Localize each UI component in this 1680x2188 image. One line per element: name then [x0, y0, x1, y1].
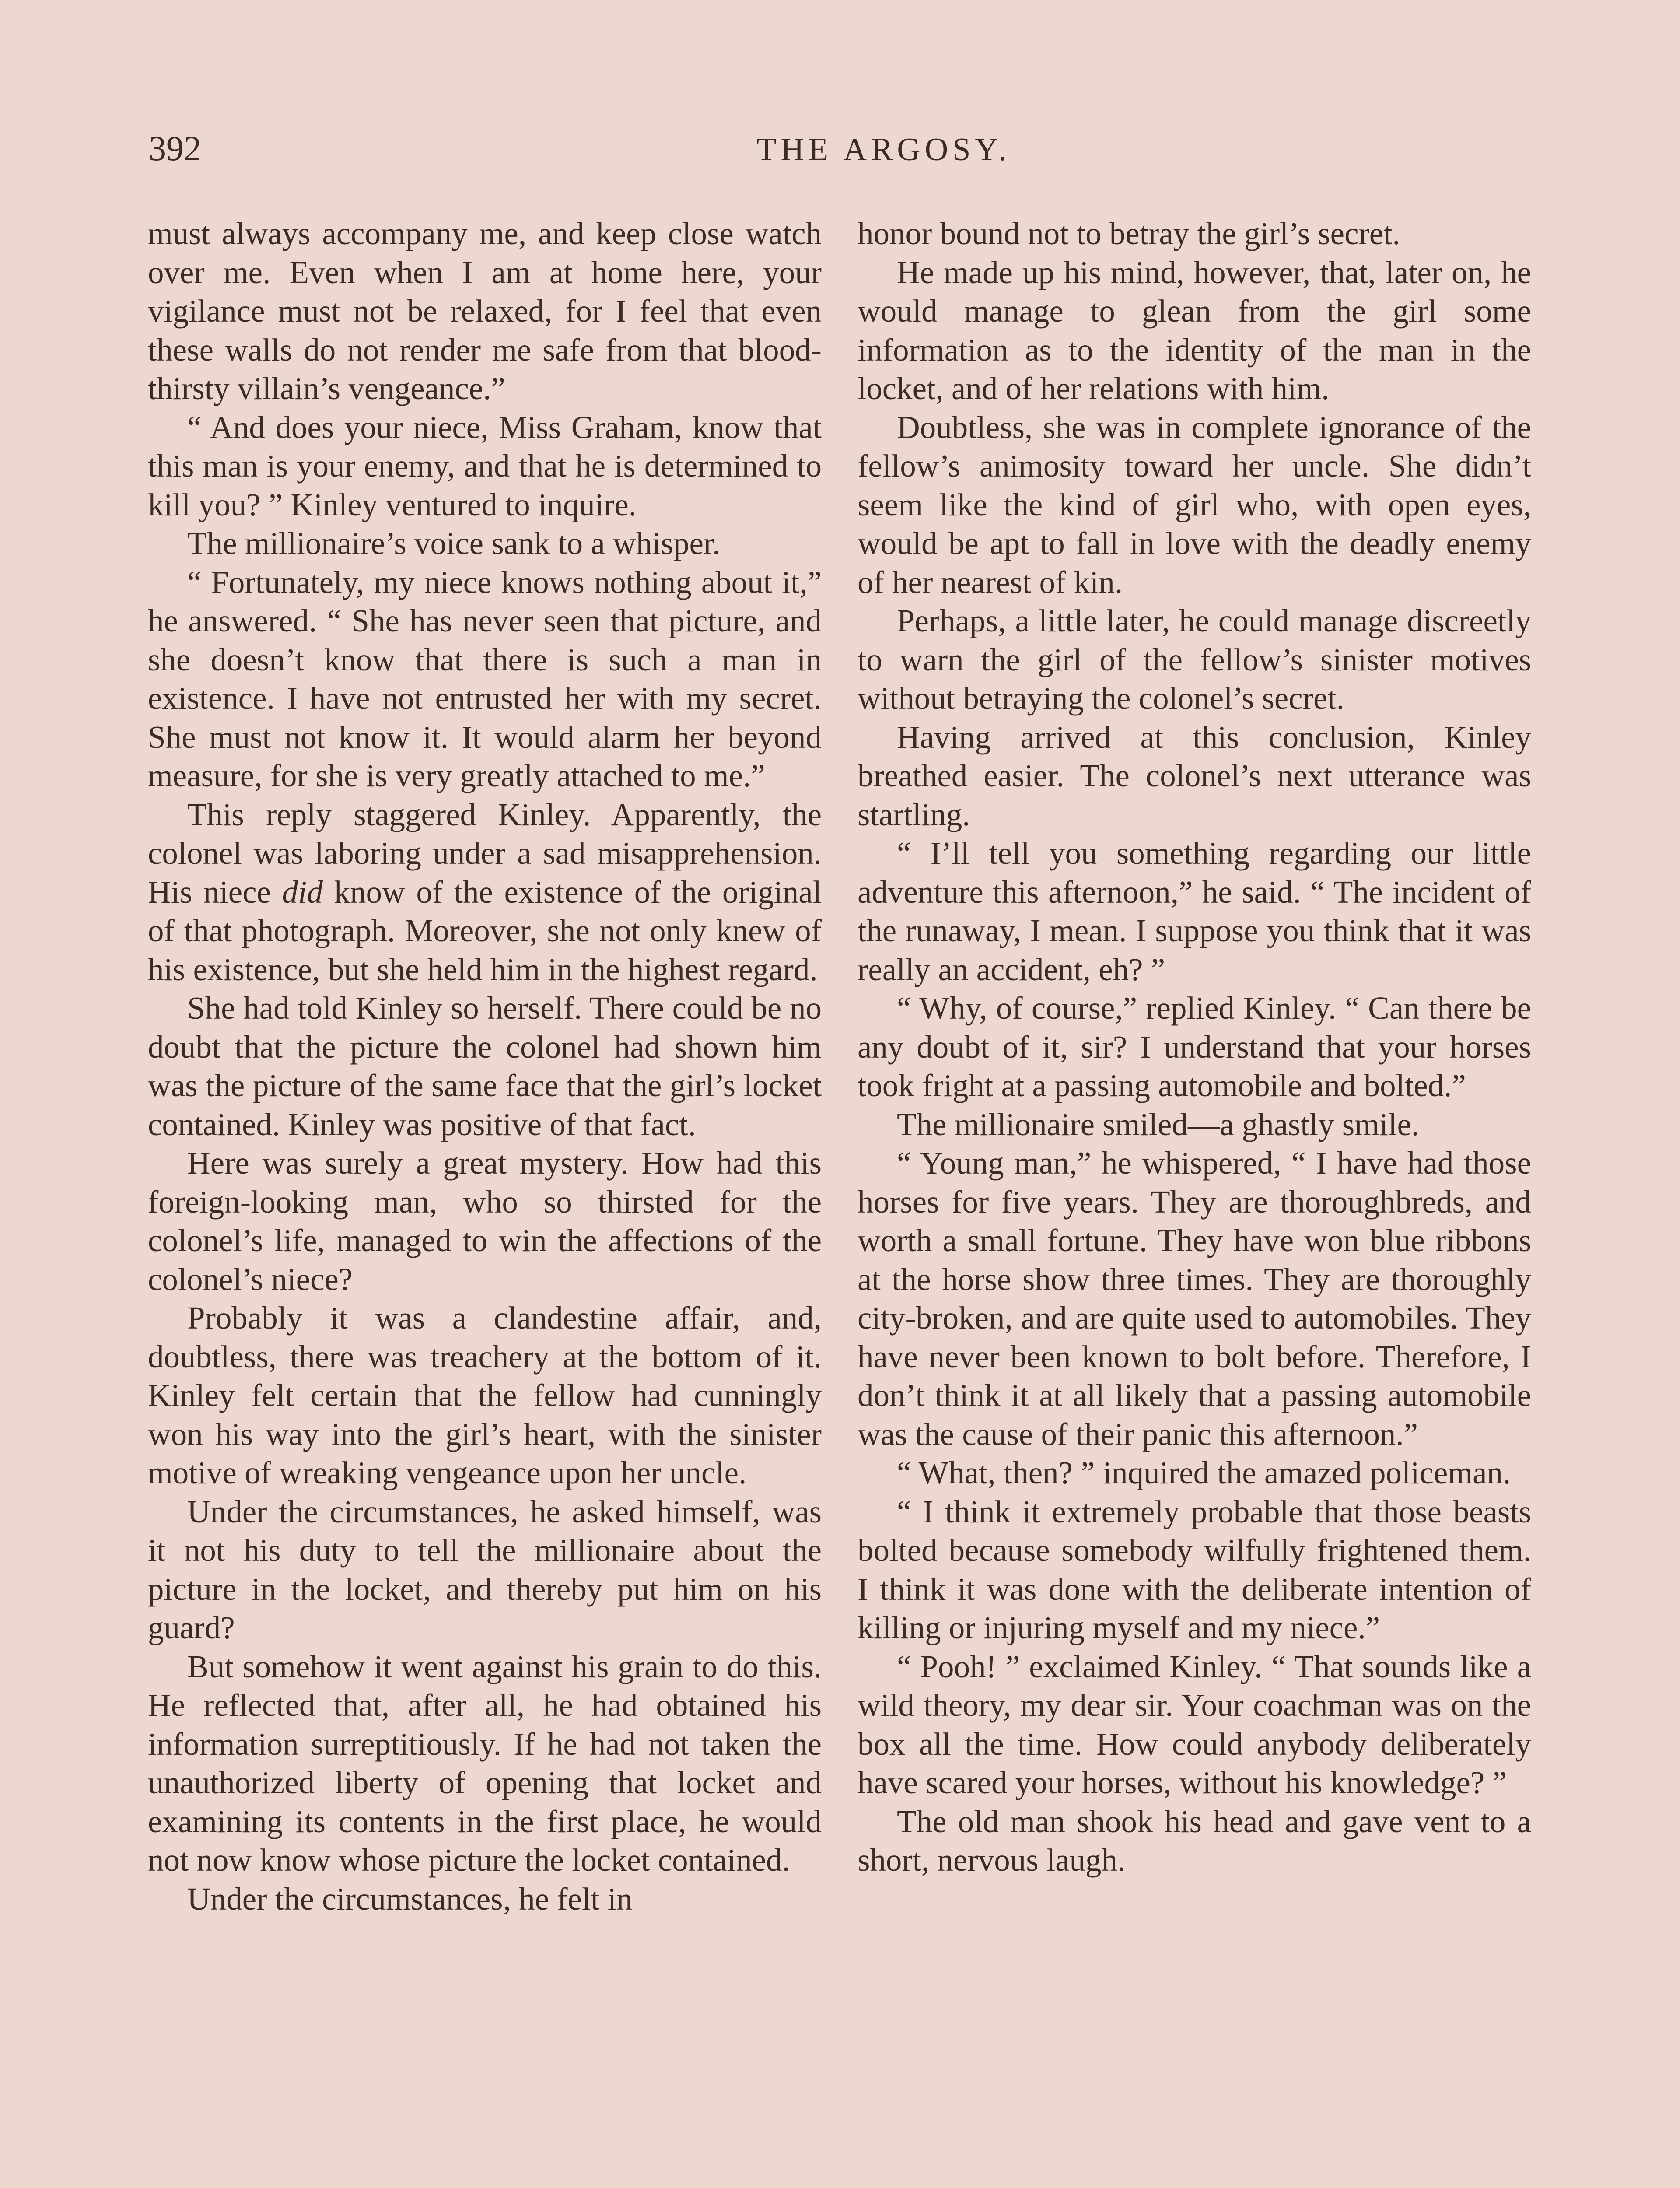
- paragraph: must always accompany me, and keep close watch over me. Even when I am at home here, your vigilance must not be relaxed, for I feel that even these walls do not render me safe from that blood-thirsty villain’s vengeance.”: [148, 216, 822, 406]
- paragraph: She had told Kinley so herself. There could be no doubt that the picture the colonel had shown him was the picture of the same face that the girl’s locket contained. Kinley was positive of that fact.: [148, 990, 822, 1142]
- paragraph-text: know of the existence of the original of that photograph. Moreover, she not only knew of his existence, but she held him in the highest regard.: [148, 874, 822, 987]
- paragraph: The old man shook his head and gave vent to a short, nervous laugh.: [858, 1803, 1531, 1878]
- paragraph: “ What, then? ” inquired the amazed policeman.: [897, 1455, 1511, 1490]
- paragraph: But somehow it went against his grain to do this. He reflected that, after all, he had obtained his information surreptitiously. If he had not taken the unauthorized liberty of opening that locket and examining its contents in the first place, he would not now know whose picture the locket contained.: [148, 1648, 822, 1878]
- paragraph: Probably it was a clandestine affair, and, doubtless, there was treachery at the bottom of it. Kinley felt certain that the fellow had cunningly won his way into the girl’s heart, with the sinister motive of wreaking vengeance upon her uncle.: [148, 1300, 822, 1490]
- paragraph: Here was surely a great mystery. How had this foreign-looking man, who so thirsted for the colonel’s life, managed to win the affections of the colonel’s niece?: [148, 1145, 822, 1297]
- paragraph: “ Why, of course,” replied Kinley. “ Can there be any doubt of it, sir? I understand that your horses took fright at a passing automobile and bolted.”: [858, 990, 1531, 1103]
- paragraph: He made up his mind, however, that, later on, he would manage to glean from the girl some information as to the identity of the man in the locket, and of her relations with him.: [858, 254, 1531, 406]
- paragraph: honor bound not to betray the girl’s secret.: [858, 216, 1400, 251]
- paragraph: Doubtless, she was in complete ignorance of the fellow’s animosity toward her uncle. She didn’t seem like the kind of girl who, with open eyes, would be apt to fall in love with the deadly enemy of her nearest of kin.: [858, 409, 1531, 600]
- paragraph: The millionaire smiled—a ghastly smile.: [897, 1106, 1420, 1142]
- paragraph: “ I think it extremely probable that those beasts bolted because somebody wilfully frightened them. I think it was done with the deliberate intention of killing or injuring myself and my niece.”: [858, 1494, 1531, 1645]
- left-text-column: [148, 214, 822, 1918]
- right-text-column: [858, 214, 1531, 1880]
- emphasized-word: did: [282, 874, 323, 910]
- paragraph: “ Pooh! ” exclaimed Kinley. “ That sounds like a wild theory, my dear sir. Your coachman was on the box all the time. How could anybody deliberately have scared your horses, without his knowledge? ”: [858, 1648, 1531, 1800]
- paragraph: “ Fortunately, my niece knows nothing about it,” he answered. “ She has never seen that picture, and she doesn’t know that there is such a man in existence. I have not entrusted her with my secret. She must not know it. It would alarm her beyond measure, for she is very greatly attached to me.”: [148, 564, 822, 793]
- paragraph-text: This reply staggered Kinley. Apparently, the colonel was laboring under a sad misapprehension. His niece: [148, 796, 822, 910]
- running-title: THE ARGOSY.: [756, 132, 1011, 168]
- paragraph: Under the circumstances, he felt in: [187, 1881, 633, 1917]
- paragraph: Perhaps, a little later, he could manage discreetly to warn the girl of the fellow’s sinister motives without betraying the colonel’s secret.: [858, 603, 1531, 716]
- paragraph: The millionaire’s voice sank to a whisper.: [187, 526, 721, 561]
- paragraph: [148, 796, 822, 989]
- paragraph: Under the circumstances, he asked himself, was it not his duty to tell the millionaire about the picture in the locket, and thereby put him on his guard?: [148, 1494, 822, 1645]
- paragraph: “ Young man,” he whispered, “ I have had those horses for five years. They are thoroughbreds, and worth a small fortune. They have won blue ribbons at the horse show three times. They are thoroughly city-broken, and are quite used to automobiles. They have never been known to bolt before. Therefore, I don’t think it at all likely that a passing automobile was the cause of their panic this afternoon.”: [858, 1145, 1531, 1452]
- paragraph: “ And does your niece, Miss Graham, know that this man is your enemy, and that he is determined to kill you? ” Kinley ventured to inquire.: [148, 409, 822, 522]
- page-number: 392: [149, 130, 201, 168]
- paragraph: Having arrived at this conclusion, Kinley breathed easier. The colonel’s next utterance was startling.: [858, 719, 1531, 832]
- paragraph: “ I’ll tell you something regarding our little adventure this afternoon,” he said. “ The incident of the runaway, I mean. I suppose you think that it was really an accident, eh? ”: [858, 835, 1531, 987]
